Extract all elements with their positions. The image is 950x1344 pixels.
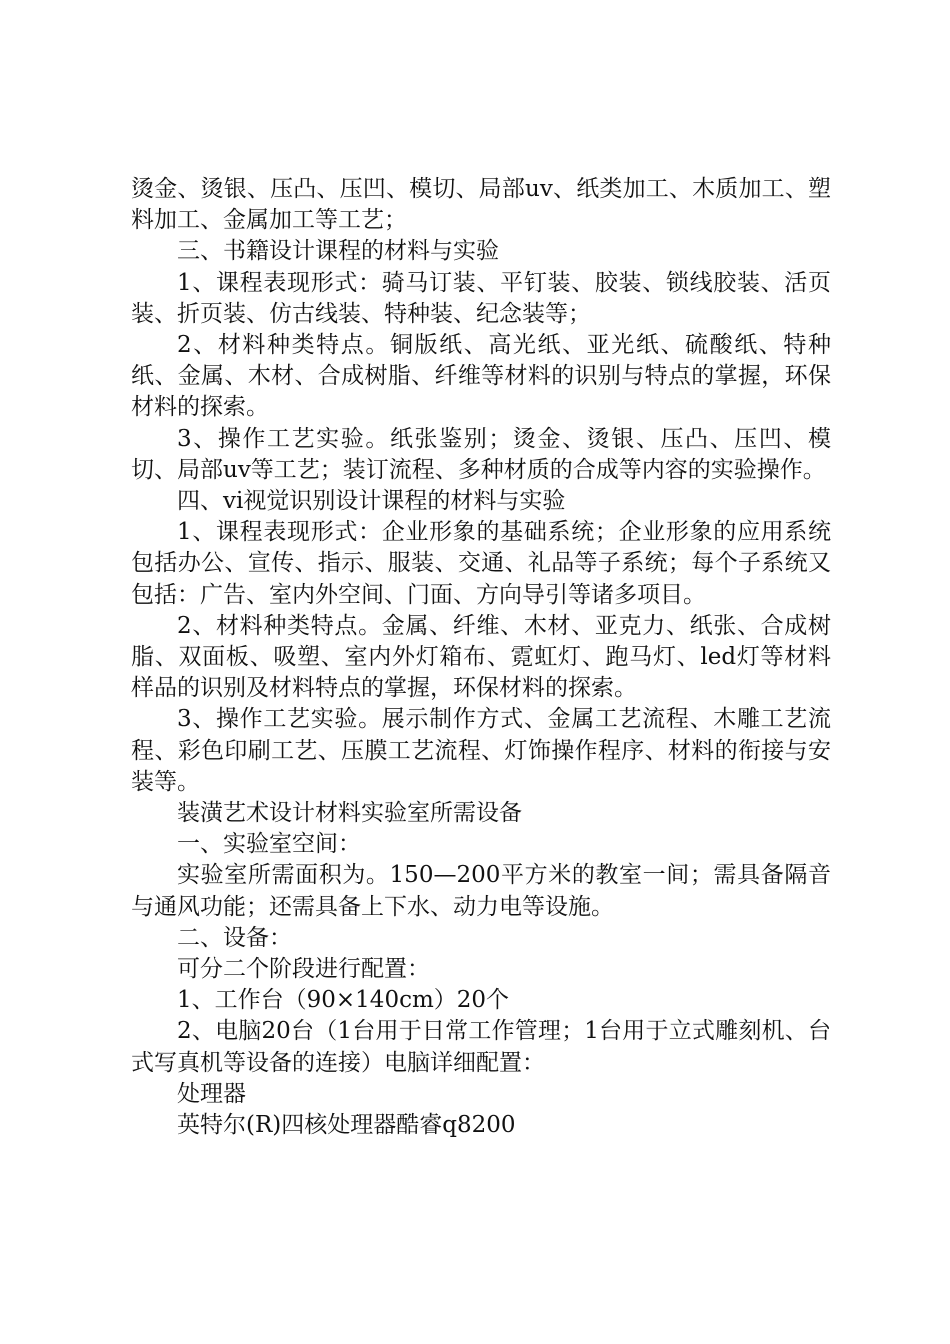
list-item-computers: 2、电脑20台（1台用于日常工作管理；1台用于立式雕刻机、台式写真机等设备的连接）电脑详细配置： — [131, 1018, 831, 1076]
paragraph-configuration-stages: 可分二个阶段进行配置： — [177, 956, 430, 983]
paragraph-vi-process-experiment: 3、操作工艺实验。展示制作方式、金属工艺流程、木雕工艺流程、彩色印刷工艺、压膜工艺流程、灯饰操作程序、材料的衔接与安装等。 — [131, 706, 831, 795]
paragraph-process-continuation: 烫金、烫银、压凸、压凹、模切、局部uv、纸类加工、木质加工、塑料加工、金属加工等工艺； — [131, 176, 831, 234]
paragraph-lab-space-requirements: 实验室所需面积为。150—200平方米的教室一间；需具备隔音与通风功能；还需具备上下水、动力电等设施。 — [131, 862, 831, 920]
paragraph-book-process-experiment: 3、操作工艺实验。纸张鉴别；烫金、烫银、压凸、压凹、模切、局部uv等工艺；装订流程、多种材质的合成等内容的实验操作。 — [131, 425, 831, 483]
section-heading-vi-design: 四、vi视觉识别设计课程的材料与实验 — [177, 488, 566, 515]
spec-value-processor: 英特尔(R)四核处理器酷睿q8200 — [177, 1112, 516, 1139]
section-heading-book-design: 三、书籍设计课程的材料与实验 — [177, 238, 499, 265]
heading-lab-equipment: 装潢艺术设计材料实验室所需设备 — [177, 800, 522, 827]
document-body — [131, 174, 831, 1141]
paragraph-book-material-types: 2、材料种类特点。铜版纸、高光纸、亚光纸、硫酸纸、特种纸、金属、木材、合成树脂、纤维等材料的识别与特点的掌握，环保材料的探索。 — [131, 332, 831, 421]
paragraph-vi-course-forms: 1、课程表现形式：企业形象的基础系统；企业形象的应用系统包括办公、宣传、指示、服装、交通、礼品等子系统；每个子系统又包括：广告、室内外空间、门面、方向导引等诸多项目。 — [131, 519, 831, 608]
heading-lab-space: 一、实验室空间： — [177, 831, 361, 858]
spec-label-processor: 处理器 — [177, 1080, 246, 1107]
paragraph-book-course-forms: 1、课程表现形式：骑马订装、平钉装、胶装、锁线胶装、活页装、折页装、仿古线装、特种装、纪念装等； — [131, 269, 831, 327]
paragraph-vi-material-types: 2、材料种类特点。金属、纤维、木材、亚克力、纸张、合成树脂、双面板、吸塑、室内外灯箱布、霓虹灯、跑马灯、led灯等材料样品的识别及材料特点的掌握，环保材料的探索。 — [131, 612, 831, 702]
list-item-workbench: 1、工作台（90×140cm）20个 — [177, 987, 510, 1014]
heading-equipment: 二、设备： — [177, 924, 292, 951]
